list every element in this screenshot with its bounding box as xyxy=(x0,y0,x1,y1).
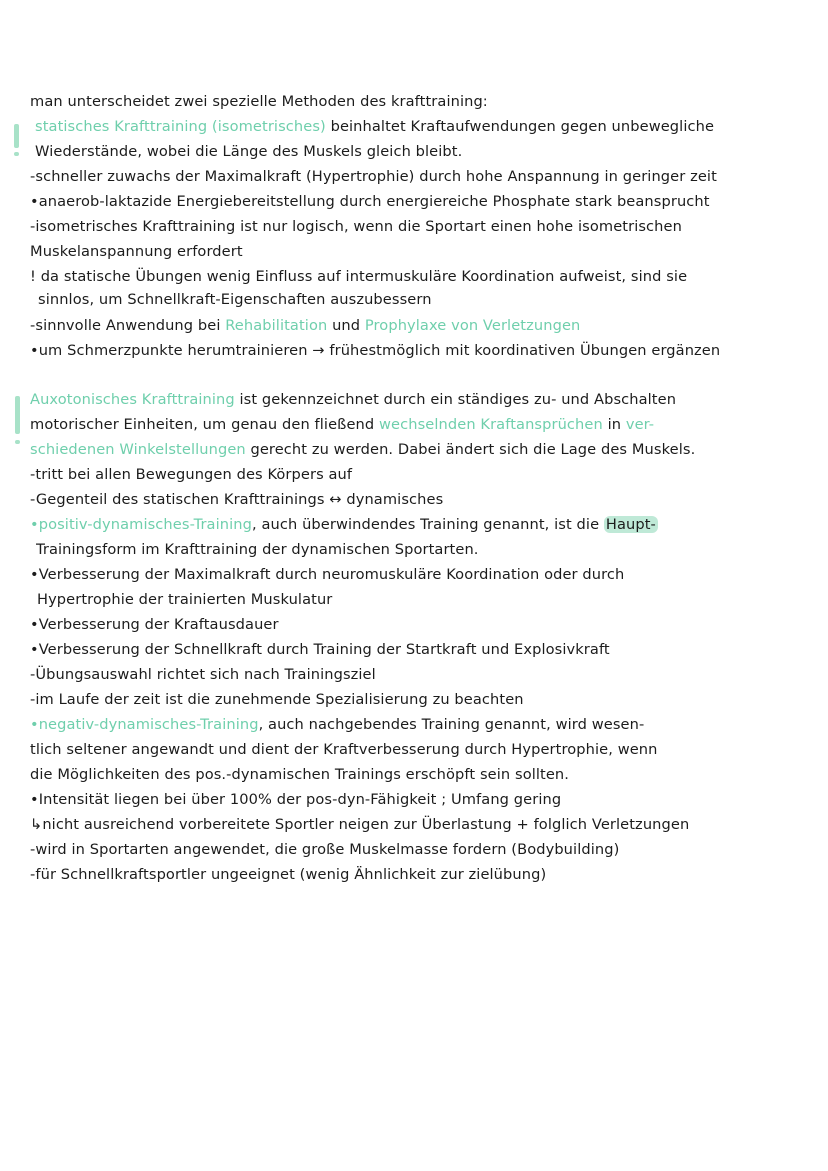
line-5: •anaerob-laktazide Energiebereitstellung durch energiereiche Phosphate stark beansprucht xyxy=(30,193,710,210)
line-3: Wiederstände, wobei die Länge des Muskels gleich bleibt. xyxy=(35,143,463,160)
highlight-term: Prophylaxe von Verletzungen xyxy=(364,317,581,334)
line-26: tlich seltener angewandt und dient der Kraftverbesserung durch Hypertrophie, wenn xyxy=(30,741,658,758)
line-17: •positiv-dynamisches-Training, auch überwindendes Training genannt, ist die Haupt- xyxy=(30,516,656,533)
highlight-term: Auxotonisches Krafttraining xyxy=(30,391,235,408)
margin-mark-2 xyxy=(15,396,20,434)
line-8: ! da statische Übungen wenig Einfluss auf intermuskuläre Koordination aufweist, sind sie xyxy=(30,268,688,285)
line-7: Muskelanspannung erfordert xyxy=(30,243,243,260)
line-19: •Verbesserung der Maximalkraft durch neuromuskuläre Koordination oder durch xyxy=(30,566,625,583)
line-24: -im Laufe der zeit ist die zunehmende Spezialisierung zu beachten xyxy=(30,691,524,708)
highlight-term: Rehabilitation xyxy=(225,317,328,334)
highlight-term: •negativ-dynamisches-Training xyxy=(30,716,259,733)
line-22: •Verbesserung der Schnellkraft durch Training der Startkraft und Explosivkraft xyxy=(30,641,610,658)
highlighter-mark: Haupt- xyxy=(605,516,656,533)
line-10: -sinnvolle Anwendung bei Rehabilitation und Prophylaxe von Verletzungen xyxy=(30,317,581,334)
line-23: -Übungsauswahl richtet sich nach Trainingsziel xyxy=(30,666,376,683)
line-20: Hypertrophie der trainierten Muskulatur xyxy=(37,591,333,608)
margin-mark-2-dot xyxy=(15,440,20,444)
line-21: •Verbesserung der Kraftausdauer xyxy=(30,616,279,633)
line-15: -tritt bei allen Bewegungen des Körpers auf xyxy=(30,466,353,483)
line-1: man unterscheidet zwei spezielle Methoden des krafttraining: xyxy=(30,93,488,110)
line-25: •negativ-dynamisches-Training, auch nachgebendes Training genannt, wird wesen- xyxy=(30,716,645,733)
line-12: Auxotonisches Krafttraining ist gekennzeichnet durch ein ständiges zu- und Abschalten xyxy=(30,391,677,408)
highlight-term: •positiv-dynamisches-Training xyxy=(30,516,252,533)
margin-mark-1-dot xyxy=(14,152,19,156)
line-4: -schneller zuwachs der Maximalkraft (Hypertrophie) durch hohe Anspannung in geringer zeit xyxy=(30,168,717,185)
line-14: schiedenen Winkelstellungen gerecht zu werden. Dabei ändert sich die Lage des Muskels. xyxy=(30,441,696,458)
line-31: -für Schnellkraftsportler ungeeignet (wenig Ähnlichkeit zur zielübung) xyxy=(30,866,547,883)
line-18: Trainingsform im Krafttraining der dynamischen Sportarten. xyxy=(36,541,479,558)
line-29: ↳nicht ausreichend vorbereitete Sportler neigen zur Überlastung + folglich Verletzungen xyxy=(30,816,690,833)
line-2: statisches Krafttraining (isometrisches) beinhaltet Kraftaufwendungen gegen unbewegliche xyxy=(35,118,715,135)
line-9: sinnlos, um Schnellkraft-Eigenschaften auszubessern xyxy=(38,291,432,308)
highlight-term: wechselnden Kraftansprüchen xyxy=(379,416,603,433)
highlight-term: schiedenen Winkelstellungen xyxy=(30,441,246,458)
line-13: motorischer Einheiten, um genau den fließend wechselnden Kraftansprüchen in ver- xyxy=(30,416,655,433)
highlight-term: statisches Krafttraining (isometrisches) xyxy=(35,118,326,135)
line-27: die Möglichkeiten des pos.-dynamischen Trainings erschöpft sein sollten. xyxy=(30,766,570,783)
highlight-term: ver- xyxy=(625,416,655,433)
line-6: -isometrisches Krafttraining ist nur logisch, wenn die Sportart einen hohe isometrischen xyxy=(30,218,682,235)
line-30: -wird in Sportarten angewendet, die große Muskelmasse fordern (Bodybuilding) xyxy=(30,841,620,858)
margin-mark-1 xyxy=(14,124,19,148)
line-16: -Gegenteil des statischen Krafttrainings ↔ dynamisches xyxy=(30,491,444,508)
line-11: •um Schmerzpunkte herumtrainieren → frühestmöglich mit koordinativen Übungen ergänzen xyxy=(30,342,721,359)
line-28: •Intensität liegen bei über 100% der pos-dyn-Fähigkeit ; Umfang gering xyxy=(30,791,562,808)
